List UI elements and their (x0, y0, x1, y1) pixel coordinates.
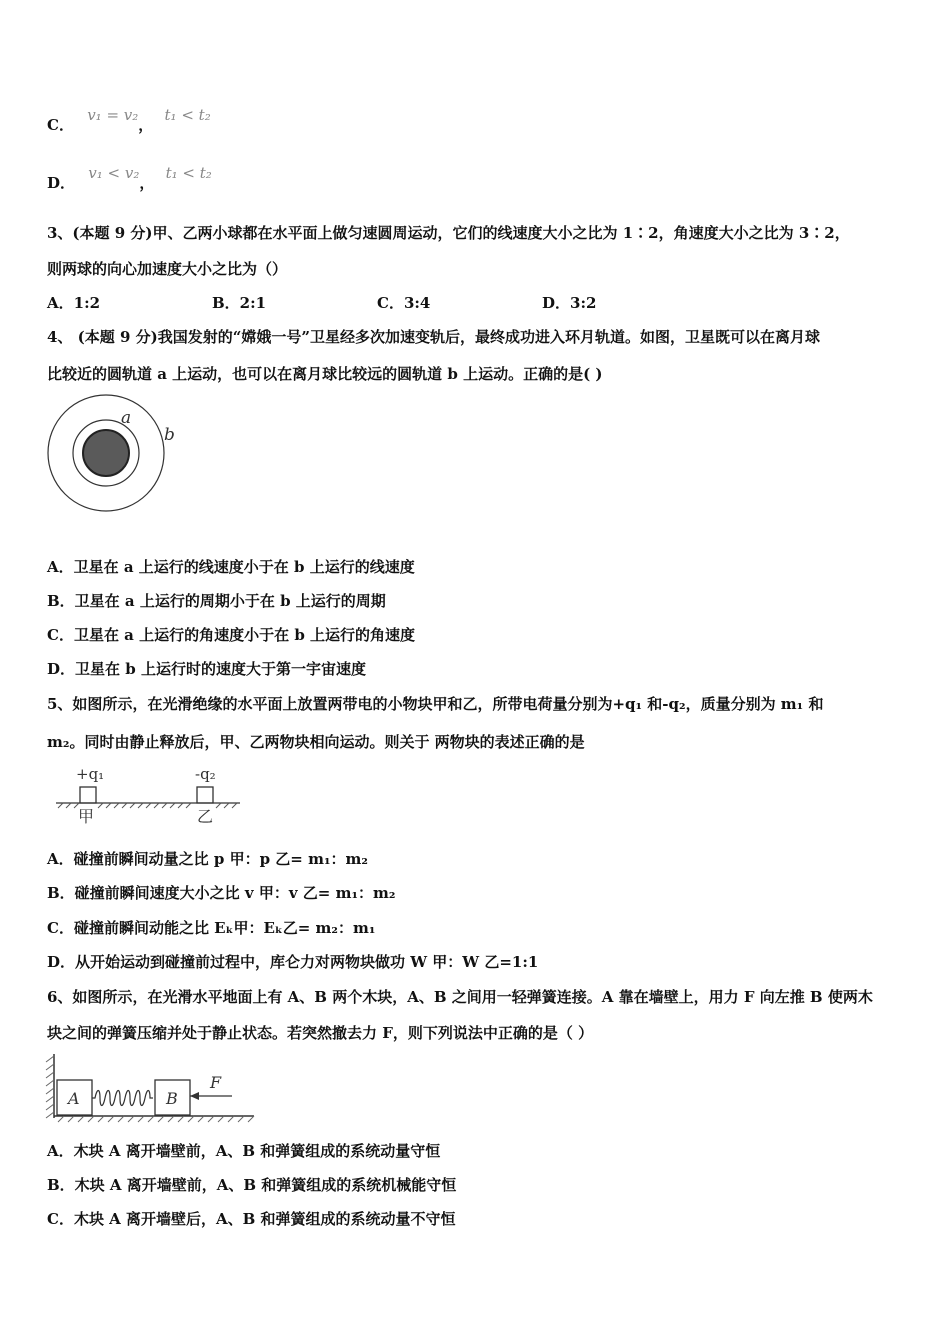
formula: t₁ < t₂ (165, 164, 212, 182)
q3-stem-line2: 则两球的向心加速度大小之比为（） (47, 260, 288, 278)
q2-option-c[interactable] (47, 106, 211, 135)
option-label: C． (47, 116, 74, 134)
block-a-label: A (68, 1089, 80, 1108)
formula: t₁ < t₂ (164, 106, 211, 124)
formula: v₁ < v₂ (88, 164, 140, 182)
charge-right-label: -q₂ (195, 765, 216, 783)
q6-stem-line1: 6、如图所示，在光滑水平地面上有 A、B 两个木块，A、B 之间用一轻弹簧连接。A 靠在墙壁上，用力 F 向左推 B 使两木 (47, 988, 873, 1006)
q5-option-c[interactable]: C．碰撞前瞬间动能之比 Eₖ甲：Eₖ乙= m₂：m₁ (47, 919, 376, 937)
orbit-b-label: b (164, 425, 175, 445)
wall-hatch (46, 1056, 54, 1118)
separator: ， (138, 116, 154, 134)
q5-option-b[interactable]: B．碰撞前瞬间速度大小之比 v 甲：v 乙= m₁：m₂ (47, 884, 396, 902)
moon (83, 430, 129, 476)
q6-option-a[interactable]: A．木块 A 离开墙壁前，A、B 和弹簧组成的系统动量守恒 (47, 1142, 441, 1160)
floor-hatch (58, 1116, 254, 1122)
q5-stem-line2: m₂。同时由静止释放后，甲、乙两物块相向运动。则关于 两物块的表述正确的是 (47, 733, 585, 751)
name-jia: 甲 (78, 807, 95, 826)
q3-option-a[interactable]: A．1:2 (47, 294, 101, 312)
separator: ， (139, 174, 155, 192)
q2-option-d[interactable] (47, 164, 212, 193)
orbit-a-label: a (121, 408, 132, 428)
q5-option-d[interactable]: D．从开始运动到碰撞前过程中，库仑力对两物块做功 W 甲：W 乙=1:1 (47, 953, 539, 971)
force-label: F (210, 1073, 222, 1092)
q3-option-d[interactable]: D．3:2 (542, 294, 597, 312)
q4-option-b[interactable]: B．卫星在 a 上运行的周期小于在 b 上运行的周期 (47, 592, 386, 610)
option-label: D． (47, 174, 76, 192)
block-yi (197, 787, 213, 803)
q3-option-c[interactable]: C．3:4 (377, 294, 431, 312)
charge-left-label: +q₁ (76, 765, 105, 783)
formula: v₁ = v₂ (87, 106, 139, 124)
q4-option-d[interactable]: D．卫星在 b 上运行时的速度大于第一宇宙速度 (47, 660, 366, 678)
q4-option-c[interactable]: C．卫星在 a 上运行的角速度小于在 b 上运行的角速度 (47, 626, 416, 644)
q5-option-a[interactable]: A．碰撞前瞬间动量之比 p 甲：p 乙= m₁：m₂ (47, 850, 368, 868)
q4-option-a[interactable]: A．卫星在 a 上运行的线速度小于在 b 上运行的线速度 (47, 558, 415, 576)
charges-figure (50, 762, 250, 828)
block-jia (80, 787, 96, 803)
force-arrow-head (190, 1092, 199, 1100)
q6-stem-line2: 块之间的弹簧压缩并处于静止状态。若突然撤去力 F，则下列说法中正确的是（ ） (47, 1024, 594, 1042)
q5-stem-line1: 5、如图所示，在光滑绝缘的水平面上放置两带电的小物块甲和乙，所带电荷量分别为+q₁ 和-q₂，质量分别为 m₁ 和 (47, 695, 824, 713)
spring (92, 1091, 153, 1106)
name-yi: 乙 (197, 807, 214, 826)
q3-stem-line1: 3、(本题 9 分)甲、乙两小球都在水平面上做匀速圆周运动，它们的线速度大小之比为 1∶2，角速度大小之比为 3∶2， (47, 224, 850, 242)
q3-option-b[interactable]: B．2:1 (212, 294, 267, 312)
q4-stem-line2: 比较近的圆轨道 a 上运动，也可以在离月球比较远的圆轨道 b 上运动。正确的是( ) (47, 365, 603, 383)
block-b-label: B (166, 1089, 178, 1108)
spring-figure (44, 1052, 259, 1126)
orbit-figure (44, 392, 194, 522)
q6-option-c[interactable]: C．木块 A 离开墙壁后，A、B 和弹簧组成的系统动量不守恒 (47, 1210, 456, 1228)
q6-option-b[interactable]: B．木块 A 离开墙壁前，A、B 和弹簧组成的系统机械能守恒 (47, 1176, 457, 1194)
q4-stem-line1: 4、 (本题 9 分)我国发射的“嫦娥一号”卫星经多次加速变轨后，最终成功进入环月轨道。如图，卫星既可以在离月球 (47, 328, 820, 346)
